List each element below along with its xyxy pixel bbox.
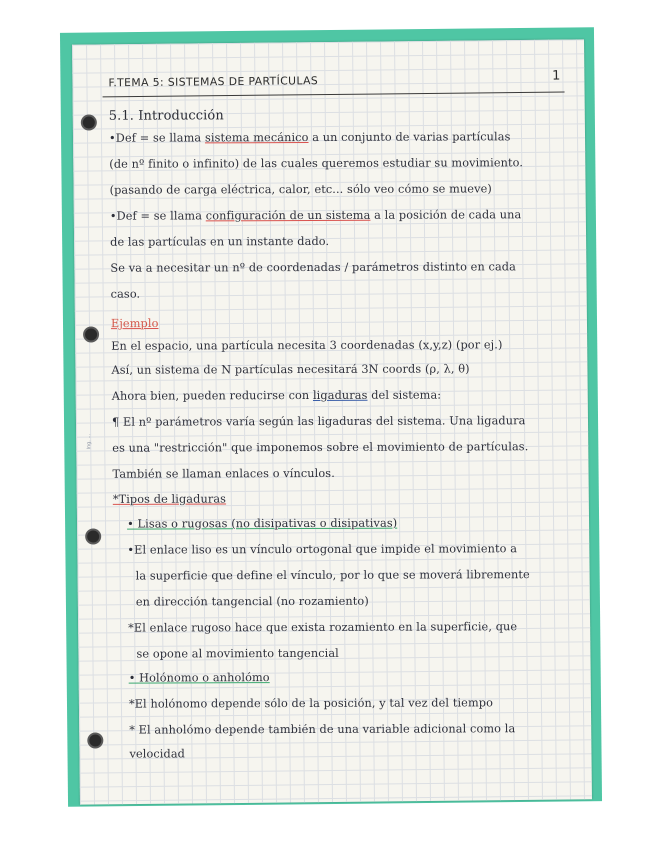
text-line: *El enlace rugoso hace que exista rozamiento en la superficie, que: [128, 620, 518, 635]
text-line: •El enlace liso es un vínculo ortogonal que impide el movimiento a: [127, 542, 518, 557]
underlined-term: ligaduras: [312, 388, 368, 402]
header-title: F.TEMA 5: SISTEMAS DE PARTÍCULAS: [108, 74, 319, 90]
text-line: en dirección tangencial (no rozamiento): [135, 594, 369, 609]
example-heading: Ejemplo: [110, 316, 159, 331]
text-span: a un conjunto de varias partículas: [308, 130, 511, 145]
text-line: [109, 129, 569, 147]
text-line: [110, 207, 570, 225]
text-span: a la posición de cada una: [370, 208, 522, 222]
text-line: de las partículas en un instante dado.: [110, 234, 330, 249]
text-line: En el espacio, una partícula necesita 3 coordenadas (x,y,z) (por ej.): [111, 338, 503, 353]
types-heading: *Tipos de ligaduras: [112, 492, 227, 506]
text-line: * El anholómo depende también de una variable adicional como la: [129, 722, 516, 737]
text-line: [127, 515, 573, 533]
binder-hole-icon: [83, 116, 95, 128]
underlined-term: configuración de un sistema: [205, 208, 371, 223]
binder-hole-icon: [85, 328, 97, 340]
text-line: velocidad: [129, 747, 186, 761]
text-line: [112, 387, 572, 405]
text-span: •Def = se llama: [109, 131, 205, 145]
page-number: 1: [552, 68, 561, 84]
binder-hole-icon: [87, 530, 99, 542]
text-span: del sistema:: [367, 388, 442, 402]
text-line: También se llaman enlaces o vínculos.: [112, 466, 335, 481]
notebook-page: [72, 39, 592, 804]
text-line: (pasando de carga eléctrica, calor, etc... sólo veo cómo se mueve): [109, 182, 492, 197]
text-line: (de nº finito o infinito) de las cuales queremos estudiar su movimiento.: [109, 156, 524, 171]
text-span: Ahora bien, pueden reducirse con: [111, 388, 313, 403]
text-line: Se va a necesitar un nº de coordenadas / parámetros distinto en cada: [110, 260, 516, 275]
text-line: *El holónomo depende sólo de la posición, y tal vez del tiempo: [128, 696, 494, 711]
section-title: 5.1. Introducción: [108, 108, 224, 124]
side-note: Ing. ...: [86, 433, 93, 450]
text-line: [129, 669, 575, 687]
text-span: •Def = se llama: [109, 209, 206, 223]
text-line: se opone al movimiento tangencial: [136, 646, 339, 661]
binder-hole-icon: [89, 734, 101, 746]
subheading: • Holónomo o anholómo: [128, 671, 270, 685]
text-line: la superficie que define el vínculo, por lo que se moverá libremente: [135, 568, 530, 583]
text-line: caso.: [110, 287, 141, 301]
subheading: • Lisas o rugosas (no disipativas o disipativas): [127, 516, 398, 531]
text-line: es una "restricción" que imponemos sobre el movimiento de partículas.: [112, 440, 529, 455]
text-line: ¶ El nº parámetros varía según las ligaduras del sistema. Una ligadura: [111, 414, 526, 429]
text-line: Así, un sistema de N partículas necesitará 3N coords (ρ, λ, θ): [111, 362, 470, 377]
underlined-term: sistema mecánico: [204, 131, 309, 145]
page-header: [102, 66, 564, 98]
